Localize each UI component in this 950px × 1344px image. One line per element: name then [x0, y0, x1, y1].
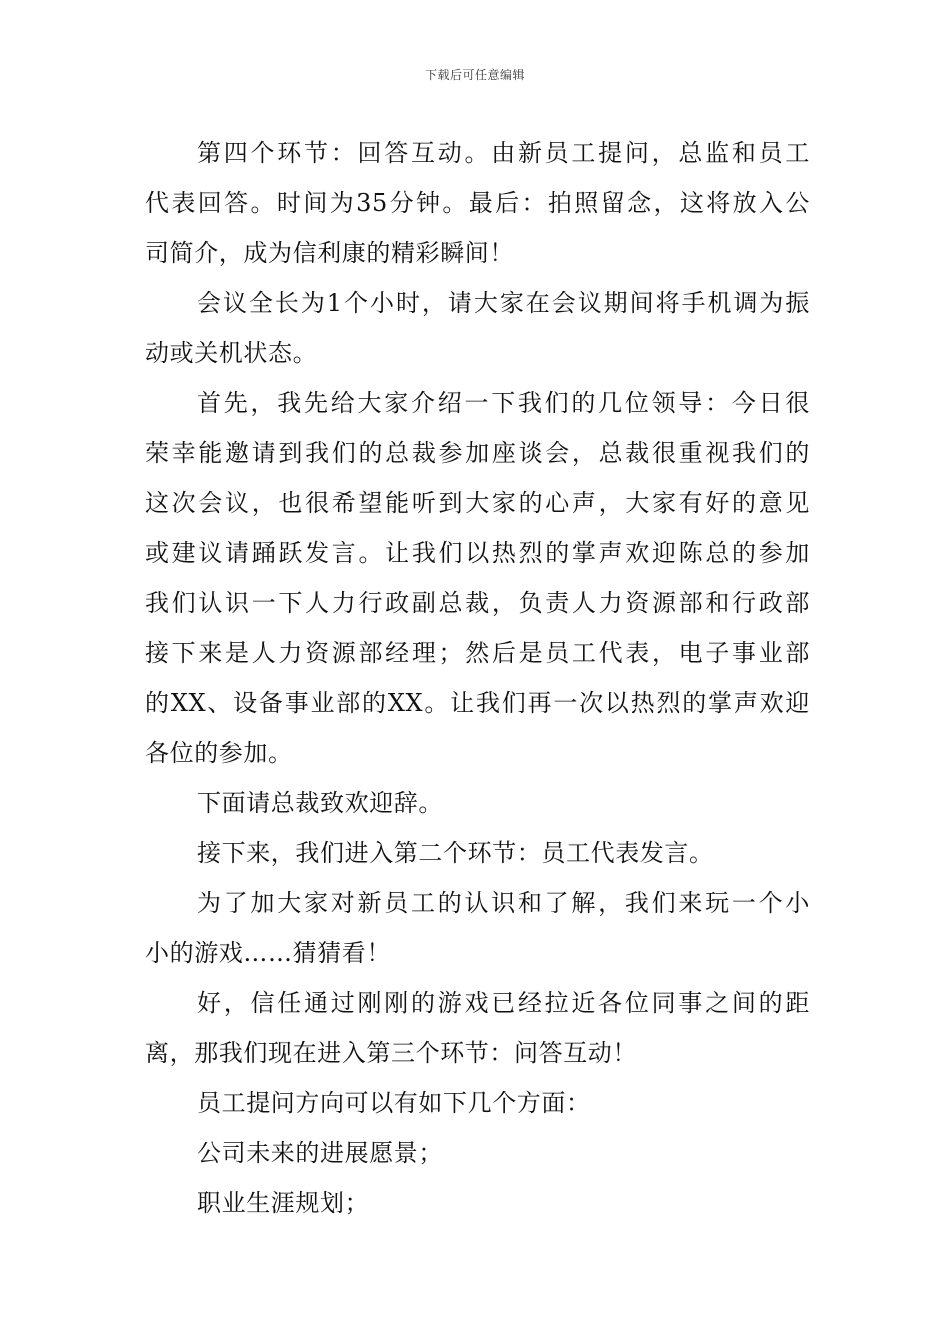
text-line: 我们认识一下人力行政副总裁，负责人力资源部和行政部 — [145, 589, 810, 617]
text-line: 代表回答。时间为35分钟。最后：拍照留念，这将放入公 — [145, 189, 810, 217]
text-line: 第四个环节：回答互动。由新员工提问，总监和员工 — [197, 139, 810, 167]
text-line: 或建议请踊跃发言。让我们以热烈的掌声欢迎陈总的参加 — [145, 539, 810, 567]
text-line: 各位的参加。 — [145, 739, 293, 767]
text-line: 小的游戏……猜猜看！ — [145, 939, 391, 967]
page-header-note: 下载后可任意编辑 — [424, 68, 525, 82]
text-line: 司简介，成为信利康的精彩瞬间！ — [145, 239, 514, 267]
text-line: 公司未来的进展愿景； — [197, 1139, 443, 1167]
text-line: 职业生涯规划； — [197, 1189, 370, 1217]
text-line: 动或关机状态。 — [145, 339, 318, 367]
text-line: 接下来是人力资源部经理；然后是员工代表，电子事业部 — [145, 639, 810, 667]
text-line: 会议全长为1个小时，请大家在会议期间将手机调为振 — [197, 289, 810, 317]
text-line: 员工提问方向可以有如下几个方面： — [197, 1089, 591, 1117]
text-line: 的XX、设备事业部的XX。让我们再一次以热烈的掌声欢迎 — [145, 689, 810, 717]
text-line: 离，那我们现在进入第三个环节：问答互动！ — [145, 1039, 637, 1067]
text-line: 接下来，我们进入第二个环节：员工代表发言。 — [197, 839, 714, 867]
document-body — [145, 128, 810, 1228]
text-line: 为了加大家对新员工的认识和了解，我们来玩一个小 — [197, 889, 810, 917]
text-line: 荣幸能邀请到我们的总裁参加座谈会，总裁很重视我们的 — [145, 439, 810, 467]
text-line: 下面请总裁致欢迎辞。 — [197, 789, 443, 817]
text-line: 首先，我先给大家介绍一下我们的几位领导：今日很 — [197, 389, 810, 417]
text-line: 这次会议，也很希望能听到大家的心声，大家有好的意见 — [145, 489, 810, 517]
text-line: 好，信任通过刚刚的游戏已经拉近各位同事之间的距 — [197, 989, 810, 1017]
